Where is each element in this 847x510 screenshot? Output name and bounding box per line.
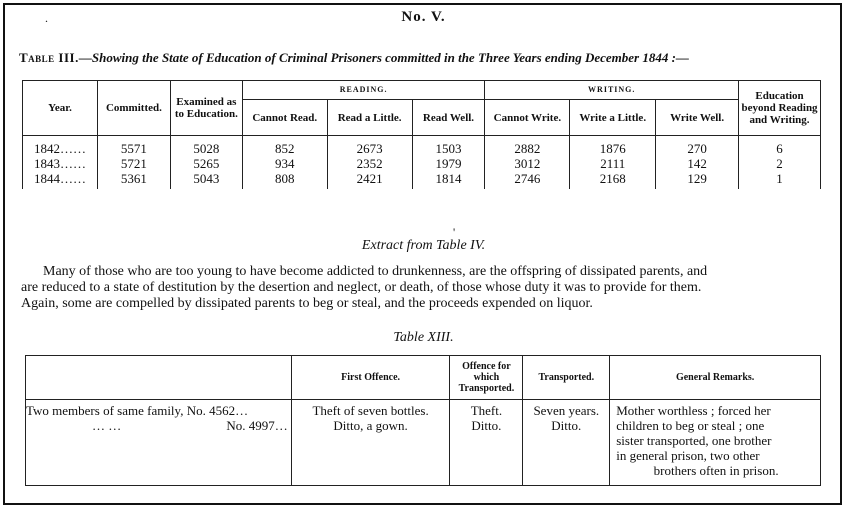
first-offence-cell <box>291 400 450 486</box>
group-writing: WRITING. <box>485 81 739 100</box>
cannot-read-cell: 852 <box>242 136 327 157</box>
table-row <box>23 156 821 171</box>
year-cell: 1844…… <box>23 171 98 189</box>
print-mark: . <box>45 11 48 25</box>
table-row <box>23 171 821 189</box>
cannot-write-cell: 2746 <box>485 171 570 189</box>
header-remarks: General Remarks. <box>610 356 821 400</box>
page-number: No. V. <box>401 9 446 25</box>
year-cell: 1843…… <box>23 156 98 171</box>
examined-cell: 5028 <box>170 136 242 157</box>
paragraph-line: are reduced to a state of destitution by the desertion and neglect, or death, of those whose duty it was to provide for them. <box>21 280 702 295</box>
offence-line: Theft. <box>470 403 503 418</box>
cannot-write-cell: 3012 <box>485 156 570 171</box>
read-little-cell: 2352 <box>327 156 412 171</box>
case-line <box>26 418 290 433</box>
case-cell <box>26 400 292 486</box>
table3 <box>22 80 821 189</box>
transported-line: Seven years. <box>533 403 600 418</box>
table13-title: Table XIII. <box>393 330 454 345</box>
extract-title: Extract from Table IV. <box>361 238 486 253</box>
read-little-cell: 2673 <box>327 136 412 157</box>
beyond-cell: 6 <box>739 136 821 157</box>
header-write-well: Write Well. <box>656 100 739 136</box>
read-well-cell: 1814 <box>412 171 485 189</box>
header-beyond: Education beyond Reading and Writing. <box>739 81 821 136</box>
header-write-little: Write a Little. <box>570 100 656 136</box>
transported-cell <box>523 400 610 486</box>
case-ditto: … … <box>92 418 122 433</box>
offence-line: Ditto. <box>471 418 502 433</box>
examined-cell: 5265 <box>170 156 242 171</box>
examined-cell: 5043 <box>170 171 242 189</box>
paragraph-line: Again, some are compelled by dissipated parents to beg or steal, and the proceeds expended on liquor. <box>21 296 593 311</box>
header-read-little: Read a Little. <box>327 100 412 136</box>
remarks-line: brothers often in prison. <box>653 463 779 478</box>
committed-cell: 5571 <box>97 136 170 157</box>
header-examined: Examined as to Education. <box>170 81 242 136</box>
extract-paragraph <box>21 264 821 312</box>
write-well-cell: 129 <box>656 171 739 189</box>
write-little-cell: 2168 <box>570 171 656 189</box>
first-offence-line: Theft of seven bottles. <box>312 403 429 418</box>
header-cannot-write: Cannot Write. <box>485 100 570 136</box>
header-transported: Transported. <box>523 356 610 400</box>
read-little-cell: 2421 <box>327 171 412 189</box>
table-row <box>26 400 821 486</box>
committed-cell: 5361 <box>97 171 170 189</box>
paragraph-line: Many of those who are too young to have become addicted to drunkenness, are the offspring of dissipated parents, and <box>43 264 708 279</box>
case-line: Two members of same family, No. 4562… <box>26 403 249 418</box>
header-cannot-read: Cannot Read. <box>242 100 327 136</box>
transported-line: Ditto. <box>551 418 582 433</box>
table13 <box>25 355 821 486</box>
header-committed: Committed. <box>97 81 170 136</box>
table3-description: —Showing the State of Education of Criminal Prisoners committed in the Three Years ending December 1844 :— <box>78 50 689 65</box>
beyond-cell: 1 <box>739 171 821 189</box>
year-cell: 1842…… <box>23 136 98 157</box>
table-row <box>23 136 821 157</box>
write-well-cell: 142 <box>656 156 739 171</box>
remarks-cell <box>610 400 821 486</box>
print-mark: ' <box>453 225 456 239</box>
case-number: No. 4997… <box>226 418 288 433</box>
remarks-line: children to beg or steal ; one <box>616 418 765 433</box>
header-first-offence: First Offence. <box>291 356 450 400</box>
header-read-well: Read Well. <box>412 100 485 136</box>
offence-transported-cell <box>450 400 523 486</box>
cannot-read-cell: 808 <box>242 171 327 189</box>
cannot-read-cell: 934 <box>242 156 327 171</box>
group-reading: READING. <box>242 81 485 100</box>
write-little-cell: 1876 <box>570 136 656 157</box>
remarks-line: sister transported, one brother <box>616 433 772 448</box>
header-year: Year. <box>23 81 98 136</box>
read-well-cell: 1503 <box>412 136 485 157</box>
remarks-line: in general prison, two other <box>616 448 760 463</box>
table3-title <box>19 50 839 66</box>
header-case <box>26 356 292 400</box>
read-well-cell: 1979 <box>412 156 485 171</box>
table3-label: Table III. <box>19 50 79 65</box>
remarks-line: Mother worthless ; forced her <box>616 403 771 418</box>
committed-cell: 5721 <box>97 156 170 171</box>
header-offence-transported: Offence for which Transported. <box>450 356 523 400</box>
cannot-write-cell: 2882 <box>485 136 570 157</box>
write-little-cell: 2111 <box>570 156 656 171</box>
beyond-cell: 2 <box>739 156 821 171</box>
first-offence-line: Ditto, a gown. <box>333 418 408 433</box>
write-well-cell: 270 <box>656 136 739 157</box>
